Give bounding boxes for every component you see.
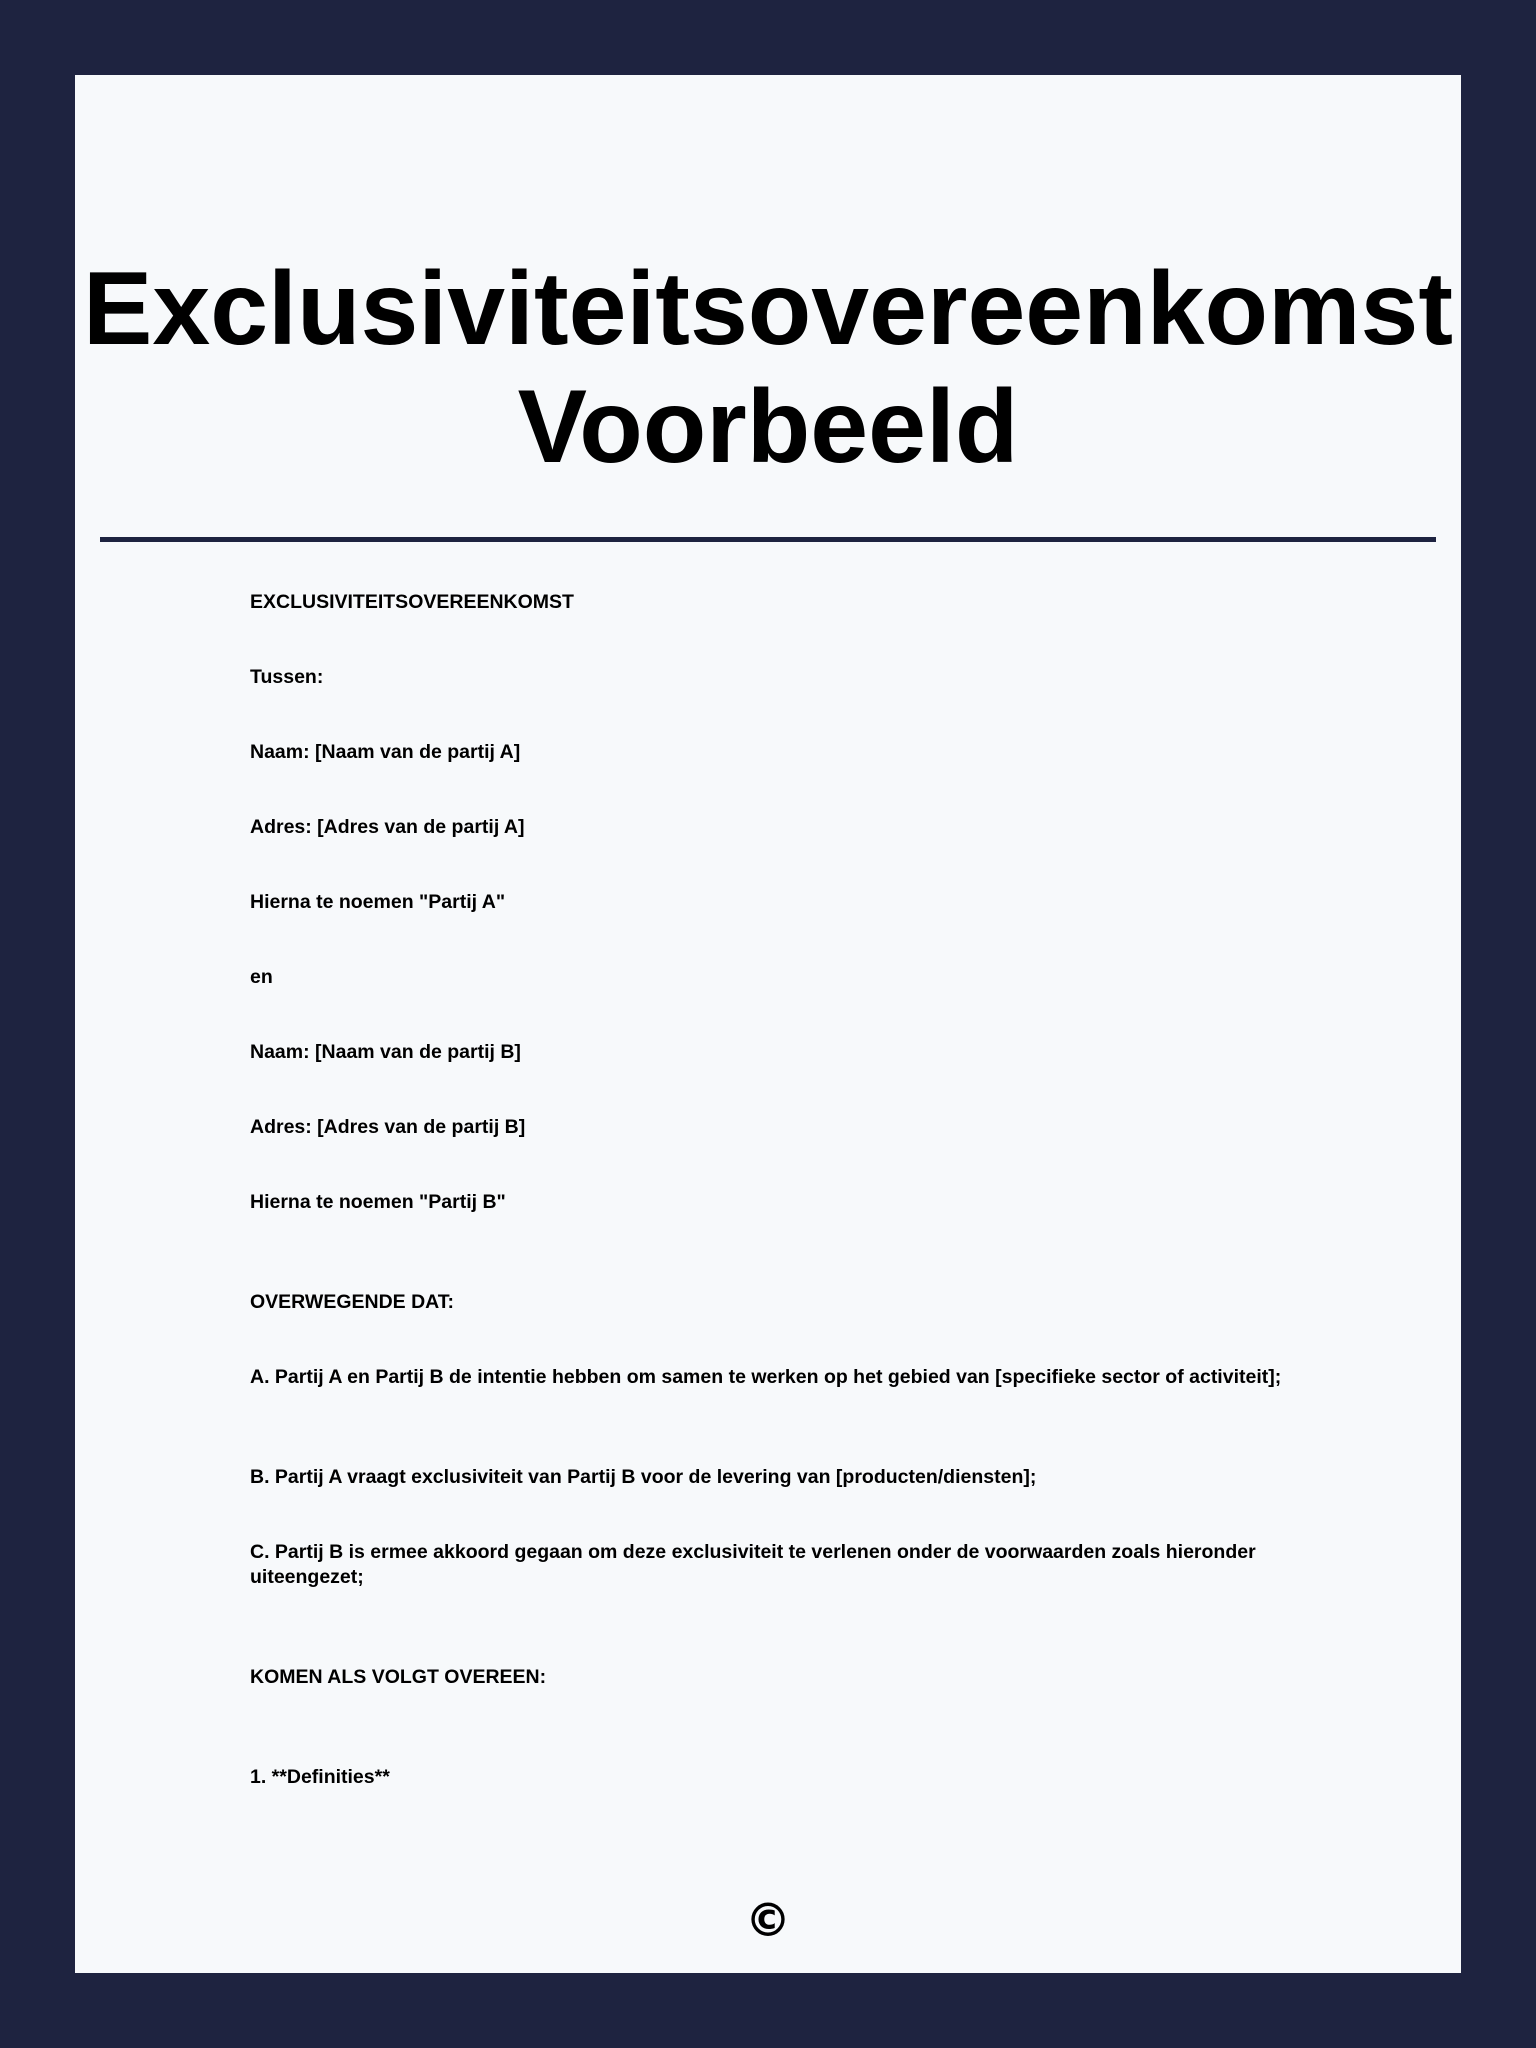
recital-b: B. Partij A vraagt exclusiviteit van Partij B voor de levering van [producten/diensten]; <box>250 1466 1037 1488</box>
section-definitions: 1. **Definities** <box>250 1766 390 1788</box>
page-title <box>75 250 1461 486</box>
party-a-name: Naam: [Naam van de partij A] <box>250 741 521 763</box>
recital-c: C. Partij B is ermee akkoord gegaan om deze exclusiviteit te verlenen onder de voorwaarden zoals hieronder uiteengezet; <box>250 1541 1262 1588</box>
party-a-alias: Hierna te noemen "Partij A" <box>250 891 506 913</box>
party-a-address: Adres: [Adres van de partij A] <box>250 816 525 838</box>
party-b-name: Naam: [Naam van de partij B] <box>250 1041 521 1063</box>
recital-a: A. Partij A en Partij B de intentie hebben om samen te werken op het gebied van [specifieke sector of activiteit]; <box>250 1366 1282 1388</box>
party-b-alias: Hierna te noemen "Partij B" <box>250 1191 506 1213</box>
party-b-address: Adres: [Adres van de partij B] <box>250 1116 526 1138</box>
heading-considering: OVERWEGENDE DAT: <box>250 1291 455 1313</box>
title-divider <box>100 537 1436 542</box>
paragraph-between: Tussen: <box>250 666 324 688</box>
document-page <box>75 75 1461 1973</box>
copyright-icon: © <box>745 1893 791 1947</box>
heading-agreement: EXCLUSIVITEITSOVEREENKOMST <box>250 591 574 613</box>
title-line-2: Voorbeeld <box>517 369 1019 485</box>
paragraph-and: en <box>250 966 273 988</box>
title-line-1: Exclusiviteitsovereenkomst <box>83 251 1453 367</box>
heading-agree: KOMEN ALS VOLGT OVEREEN: <box>250 1666 547 1688</box>
